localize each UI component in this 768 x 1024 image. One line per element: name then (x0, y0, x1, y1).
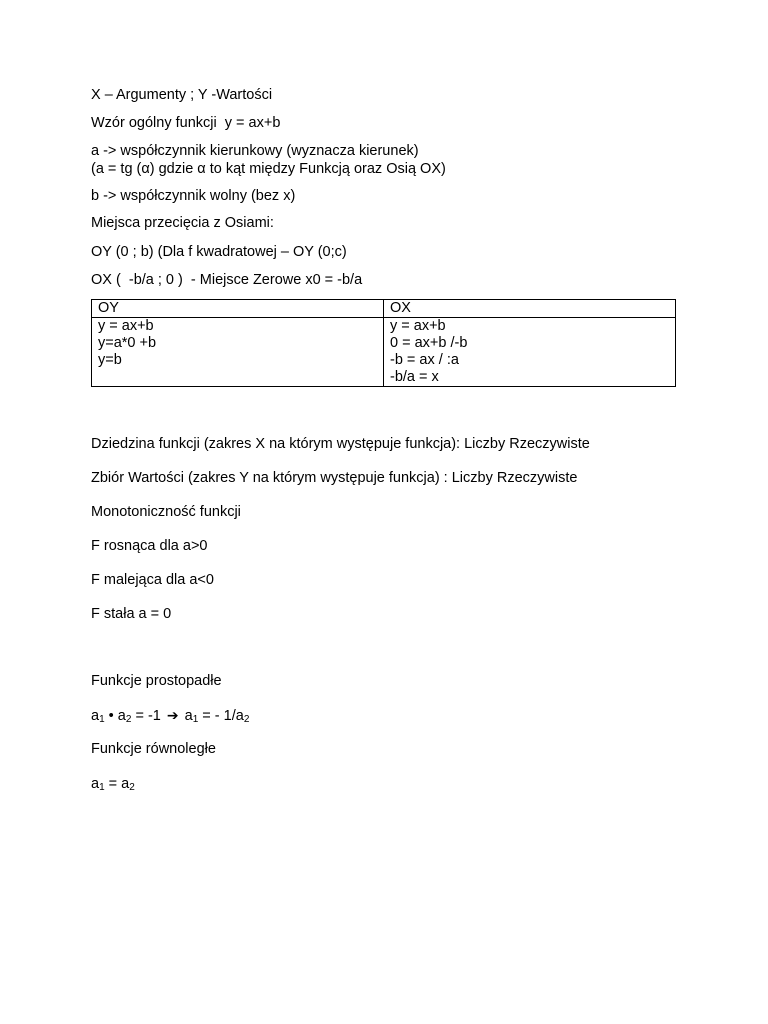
ox-step: -b/a = x (390, 369, 439, 385)
text-increasing: F rosnąca dla a>0 (91, 538, 208, 554)
oy-step: y=a*0 +b (98, 335, 157, 351)
table-header-ox: OX (384, 300, 676, 318)
table-cell-ox (384, 318, 676, 387)
ox-step: y = ax+b (390, 318, 446, 334)
text-oy-intersection: OY (0 ; b) (Dla f kwadratowej – OY (0;c) (91, 244, 347, 260)
ox-step: -b = ax / :a (390, 352, 459, 368)
text-parallel: Funkcje równoległe (91, 741, 216, 757)
text-decreasing: F malejąca dla a<0 (91, 572, 214, 588)
text-constant: F stała a = 0 (91, 606, 172, 622)
text-range: Zbiór Wartości (zakres Y na którym występuje funkcja) : Liczby Rzeczywiste (91, 470, 578, 486)
text-domain: Dziedzina funkcji (zakres X na którym występuje funkcja): Liczby Rzeczywiste (91, 436, 590, 452)
text-slope-angle: (a = tg (α) gdzie α to kąt między Funkcją oraz Osią OX) (91, 161, 446, 177)
text-free-coefficient: b -> współczynnik wolny (bez x) (91, 188, 296, 204)
formula-parallel: $a_1 = a_2$ (91, 776, 135, 793)
text-monotonicity: Monotoniczność funkcji (91, 504, 241, 520)
ox-step: 0 = ax+b /-b (390, 335, 468, 351)
text-general-formula: Wzór ogólny funkcji y = ax+b (91, 115, 281, 131)
table-row (92, 318, 676, 387)
oy-step: y=b (98, 352, 122, 368)
text-perpendicular: Funkcje prostopadłe (91, 673, 222, 689)
formula-perpendicular: $a_1$ • $a_2 = -1$ ➔ $a_1$ = - $1/a_2$ (91, 708, 250, 725)
table-cell-oy (92, 318, 384, 387)
table-header-row (92, 300, 676, 318)
intersection-table (91, 299, 676, 387)
text-slope-coefficient: a -> współczynnik kierunkowy (wyznacza kierunek) (91, 143, 419, 159)
text-ox-intersection: OX ( -b/a ; 0 ) - Miejsce Zerowe x0 = -b/a (91, 272, 363, 288)
text-arguments-values: X – Argumenty ; Y -Wartości (91, 87, 273, 103)
oy-step: y = ax+b (98, 318, 154, 334)
arrow-right-icon: ➔ (166, 708, 179, 724)
text-axis-intersections: Miejsca przecięcia z Osiami: (91, 215, 274, 231)
table-header-oy: OY (92, 300, 384, 318)
